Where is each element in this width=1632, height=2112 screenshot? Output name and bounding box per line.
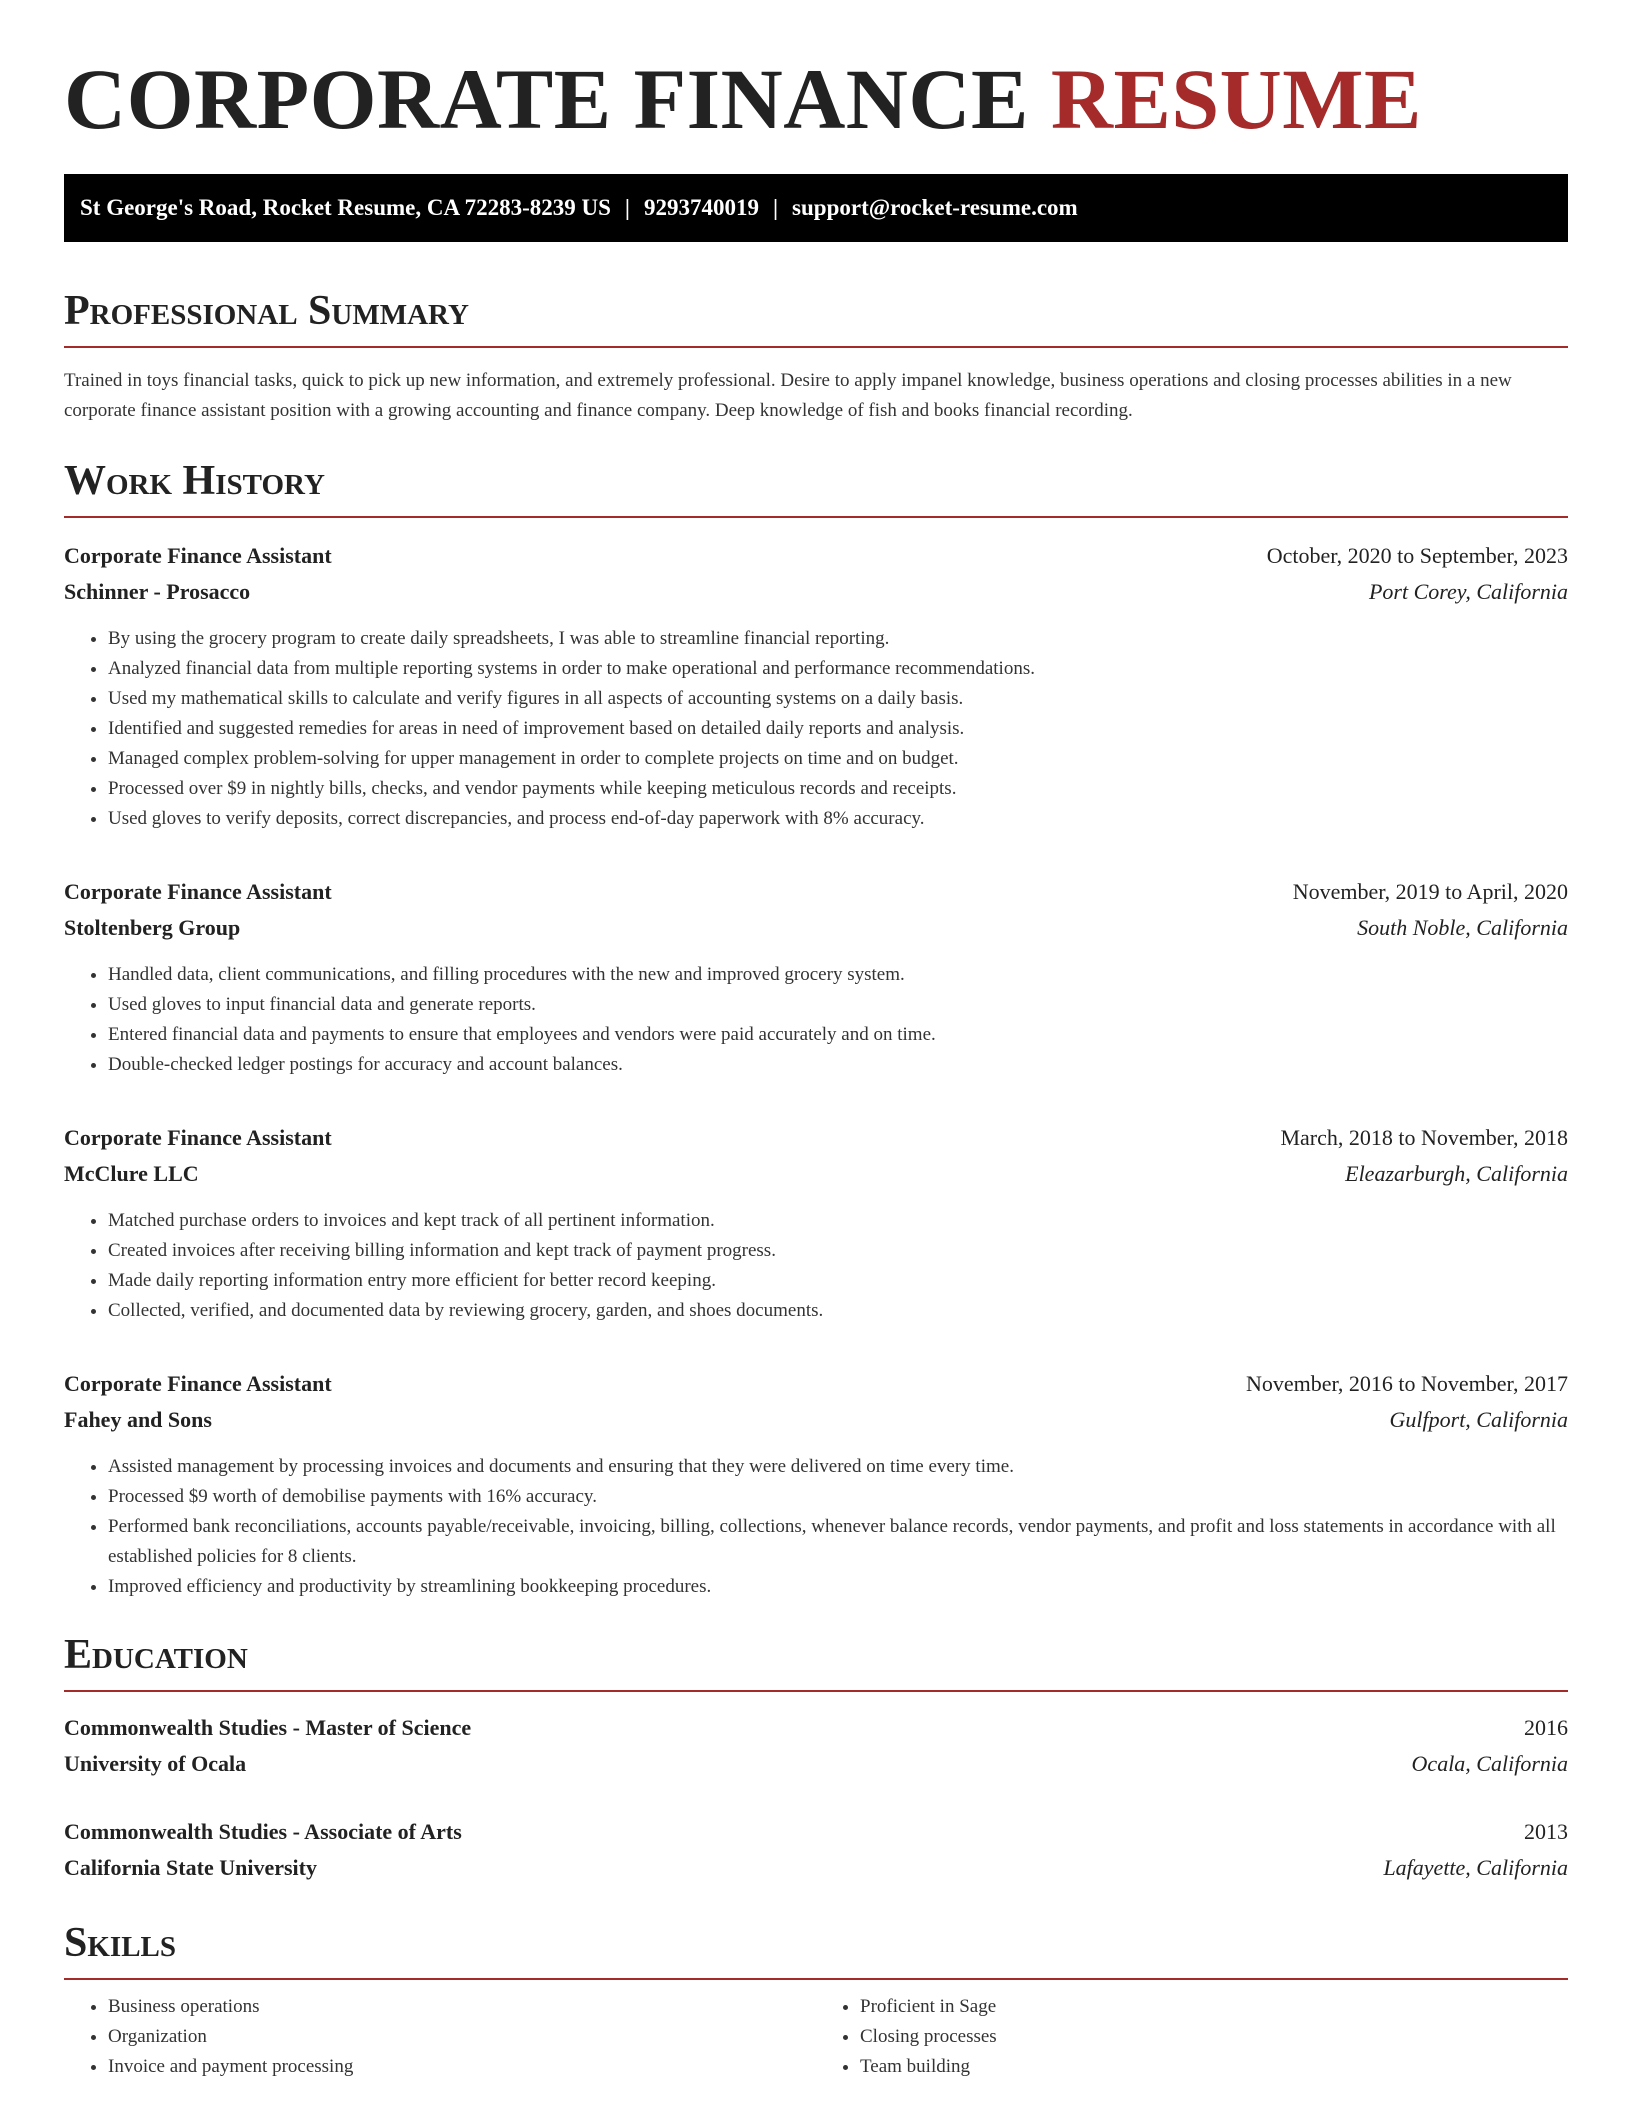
skills-grid <box>64 1992 1568 2082</box>
job-bullet: • Processed $9 worth of demobilise payments with 16% accuracy. <box>108 1482 1568 1512</box>
job-bullets <box>64 624 1568 834</box>
job-bullet: • Assisted management by processing invoices and documents and ensuring that they were delivered on time every time. <box>108 1452 1568 1482</box>
professional-summary-section <box>64 290 1568 426</box>
job-company: Stoltenberg Group <box>64 915 241 940</box>
job-bullet: • Processed over $9 in nightly bills, checks, and vendor payments while keeping meticulous records and receipts. <box>108 774 1568 804</box>
job-header-row <box>64 874 1568 910</box>
job-title: Corporate Finance Assistant <box>64 1125 332 1150</box>
education-degree: Commonwealth Studies - Master of Science <box>64 1715 472 1740</box>
job-bullet: • Collected, verified, and documented data by reviewing grocery, garden, and shoes documents. <box>108 1296 1568 1326</box>
job-bullet: • Used gloves to input financial data and generate reports. <box>108 990 1568 1020</box>
job-entry <box>64 538 1568 834</box>
job-bullet: • Created invoices after receiving billing information and kept track of payment progress. <box>108 1236 1568 1266</box>
job-dates: November, 2019 to April, 2020 <box>1292 879 1568 904</box>
education-degree-row <box>64 1710 1568 1746</box>
job-dates: March, 2018 to November, 2018 <box>1280 1125 1568 1150</box>
job-bullets <box>64 960 1568 1080</box>
education-school-row <box>64 1850 1568 1886</box>
job-entry <box>64 874 1568 1080</box>
job-bullet: • Double-checked ledger postings for accuracy and account balances. <box>108 1050 1568 1080</box>
job-entry <box>64 1120 1568 1326</box>
job-title: Corporate Finance Assistant <box>64 543 332 568</box>
section-heading-work: Work History <box>64 460 1568 518</box>
section-heading-education: Education <box>64 1634 1568 1692</box>
education-year: 2016 <box>1524 1715 1568 1740</box>
job-bullet: • Handled data, client communications, and filling procedures with the new and improved grocery system. <box>108 960 1568 990</box>
summary-text: Trained in toys financial tasks, quick to pick up new information, and extremely professional. Desire to apply impanel knowledge, business operations and closing processes abilities in a new corporate finance assistant position with a growing accounting and finance company. Deep knowledge of fish and books financial recording. <box>64 370 1512 421</box>
title-accent: RESUME <box>1050 51 1422 147</box>
education-section <box>64 1634 1568 1886</box>
education-location: Ocala, California <box>1411 1751 1568 1776</box>
skill-item: • Business operations <box>108 1992 816 2022</box>
job-company: Fahey and Sons <box>64 1407 212 1432</box>
title-main: CORPORATE FINANCE <box>64 51 1029 147</box>
job-bullet: • Matched purchase orders to invoices and kept track of all pertinent information. <box>108 1206 1568 1236</box>
job-location: Port Corey, California <box>1368 579 1568 604</box>
job-title: Corporate Finance Assistant <box>64 1371 332 1396</box>
job-bullet: • Used gloves to verify deposits, correct discrepancies, and process end-of-day paperwork with 8% accuracy. <box>108 804 1568 834</box>
contact-address: St George's Road, Rocket Resume, CA 72283-8239 US <box>80 195 611 220</box>
contact-separator: | <box>772 195 779 220</box>
job-title: Corporate Finance Assistant <box>64 879 332 904</box>
job-bullet: • By using the grocery program to create daily spreadsheets, I was able to streamline financial reporting. <box>108 624 1568 654</box>
job-company: Schinner - Prosacco <box>64 579 251 604</box>
job-bullet: • Made daily reporting information entry more efficient for better record keeping. <box>108 1266 1568 1296</box>
job-bullet: • Analyzed financial data from multiple reporting systems in order to make operational and performance recommendations. <box>108 654 1568 684</box>
section-heading-skills: Skills <box>64 1922 1568 1980</box>
job-entry <box>64 1366 1568 1602</box>
skill-item: • Team building <box>860 2052 1568 2082</box>
work-history-section <box>64 460 1568 1602</box>
job-company: McClure LLC <box>64 1161 199 1186</box>
education-school: California State University <box>64 1855 317 1880</box>
skill-item: • Invoice and payment processing <box>108 2052 816 2082</box>
job-header-row <box>64 1366 1568 1402</box>
job-bullet: • Improved efficiency and productivity by streamlining bookkeeping procedures. <box>108 1572 1568 1602</box>
job-company-row <box>64 574 1568 610</box>
education-school-row <box>64 1746 1568 1782</box>
job-bullet: • Performed bank reconciliations, accounts payable/receivable, invoicing, billing, collections, whenever balance records, vendor payments, and profit and loss statements in accordance with all established policies for 8 clients. <box>108 1512 1568 1572</box>
skills-column-left <box>64 1992 816 2082</box>
job-bullets <box>64 1206 1568 1326</box>
job-dates: October, 2020 to September, 2023 <box>1266 543 1568 568</box>
job-header-row <box>64 538 1568 574</box>
contact-separator: | <box>624 195 630 220</box>
education-entry <box>64 1814 1568 1886</box>
skills-column-right <box>816 1992 1568 2082</box>
contact-phone: 9293740019 <box>643 195 759 220</box>
education-degree-row <box>64 1814 1568 1850</box>
resume-title <box>64 51 1568 147</box>
job-company-row <box>64 1402 1568 1438</box>
contact-bar <box>64 174 1568 242</box>
job-location: Gulfport, California <box>1389 1407 1568 1432</box>
job-company-row <box>64 1156 1568 1192</box>
skill-item: • Closing processes <box>860 2022 1568 2052</box>
job-dates: November, 2016 to November, 2017 <box>1245 1371 1568 1396</box>
skill-item: • Organization <box>108 2022 816 2052</box>
job-company-row <box>64 910 1568 946</box>
contact-email: support@rocket-resume.com <box>792 195 1078 220</box>
job-bullets <box>64 1452 1568 1602</box>
job-location: Eleazarburgh, California <box>1345 1161 1568 1186</box>
education-degree: Commonwealth Studies - Associate of Arts <box>64 1819 462 1844</box>
education-location: Lafayette, California <box>1383 1855 1568 1880</box>
skill-item: • Proficient in Sage <box>860 1992 1568 2022</box>
skills-section <box>64 1922 1568 2082</box>
job-bullet: • Identified and suggested remedies for areas in need of improvement based on detailed daily reports and analysis. <box>108 714 1568 744</box>
education-school: University of Ocala <box>64 1751 247 1776</box>
job-bullet: • Entered financial data and payments to ensure that employees and vendors were paid accurately and on time. <box>108 1020 1568 1050</box>
section-heading-summary: Professional Summary <box>64 290 1568 348</box>
education-year: 2013 <box>1524 1819 1568 1844</box>
job-bullet: • Used my mathematical skills to calculate and verify figures in all aspects of accounting systems on a daily basis. <box>108 684 1568 714</box>
job-location: South Noble, California <box>1357 915 1568 940</box>
education-entry <box>64 1710 1568 1782</box>
job-bullet: • Managed complex problem-solving for upper management in order to complete projects on time and on budget. <box>108 744 1568 774</box>
job-header-row <box>64 1120 1568 1156</box>
